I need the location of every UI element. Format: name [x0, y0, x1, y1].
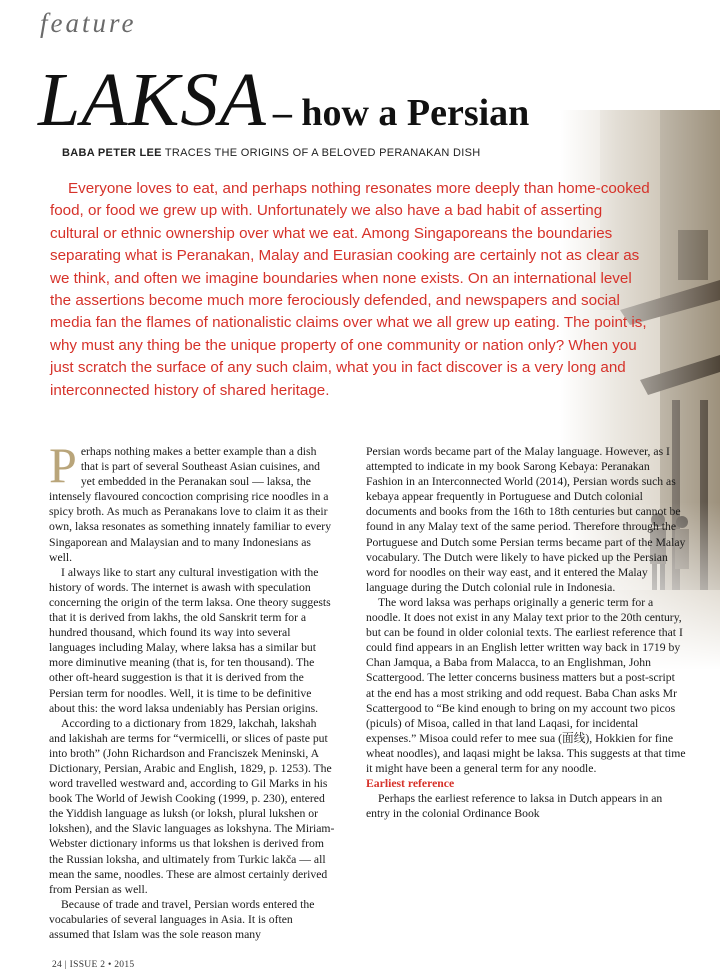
intro-paragraph: Everyone loves to eat, and perhaps nothing resonates more deeply than home-cooked food, or food we grew up with. Unfortunately we also have a bad habit of asserting cultural or ethnic ownership over what we eat. Among Singaporeans the boundaries separating what is Peranakan, Malay and Eurasian cooking are certainly not as clear as we think, and often we imagine boundaries when none exists. On an international level the assertions become much more ferociously defended, and newspapers and social media fan the flames of nationalistic claims over what we all grew up eating. The point is, why must any thing be the unique property of one community or nation only? When you just scratch the surface of any such claim, what you in fact discover is a very long and interconnected history of shared heritage.	[50, 180, 650, 399]
section-label: feature	[40, 8, 137, 38]
body-paragraph: The word laksa was perhaps originally a generic term for a noodle. It does not exist in any Malay text prior to the 20th century, but can be found in older colonial texts. The earliest reference that I could find appears in an English letter written way back in 1719 by Chan Jamqua, a Baba from Malacca, to an Englishman, John Scattergood. The letter concerns business matters but a post-script at the end has a most striking and odd request. Baba Chan asks Mr Scattergood to “Be kind enough to bring on my account two picos (piculs) of Misoa, called in that land Laqasi, for incidental expenses.” Misoa could refer to mee sua (面线), Hokkien for fine wheat noodles), and laqasi might be laksa. This suggests at that time it might have been a general term for any noodle.	[366, 595, 686, 775]
title-main: LAKSA	[38, 58, 267, 142]
body-column-left	[49, 437, 335, 942]
body-column-right	[366, 444, 686, 821]
body-paragraph	[49, 437, 335, 565]
byline-author: BABA PETER LEE	[62, 147, 162, 159]
article-title	[38, 58, 530, 142]
byline-text: TRACES THE ORIGINS OF A BELOVED PERANAKAN DISH	[161, 147, 481, 159]
intro-standfirst	[50, 178, 650, 402]
title-sub: – how a Persian	[272, 92, 530, 134]
byline	[62, 147, 480, 159]
drop-cap: P	[49, 437, 77, 493]
body-paragraph: Perhaps the earliest reference to laksa in Dutch appears in an entry in the colonial Ordinance Book	[366, 792, 663, 821]
body-paragraph: I always like to start any cultural investigation with the history of words. The internet is awash with speculation concerning the origin of the term laksa. One theory suggests that it is derived from lakhs, the old Sanskrit term for a hundred thousand, which found its way into several languages including Malay, where laksa has a similar but more diminutive meaning (that is, for ten thousand). The other oft-heard suggestion is that it is derived from the Persian term for noodles. Well, it is time to be definitive about this: the word laksa undeniably has Persian origins.	[49, 565, 331, 715]
body-paragraph: Persian words became part of the Malay language. However, as I attempted to indicate in my book Sarong Kebaya: Peranakan Fashion in an Interconnected World (2014), Persian words such as kebaya appear frequently in Portuguese and Dutch colonial documents and books from the 16th to 18th centuries but cannot be found in any Malay text of the same period. Therefore through the Portuguese and Dutch some Persian terms became part of the Malay vocabulary. The Dutch were likely to have picked up the Persian word for noodles on their way east, and it entered the Malay language during the Dutch colonial rule in Indonesia.	[366, 445, 686, 594]
subheading: Earliest reference	[366, 777, 455, 791]
body-paragraph-text: erhaps nothing makes a better example than a dish that is part of several Southeast Asian cuisines, and yet embedded in the Peranakan soul — laksa, the intensely flavoured concoction comprising rice noodles in a spicy broth. As much as Peranakans love to claim it as their own, laksa resonates as something innately familiar to every Singaporean and Malaysian and to many Indonesians as well.	[49, 445, 332, 564]
body-paragraph: According to a dictionary from 1829, lakchah, lakshah and lakishah are terms for “vermicelli, or slices of paste put into broth” (John Richardson and Franciszek Meninski, A Dictionary, Persian, Arabic and English, 1829, p. 1253). The word travelled westward and, according to Gil Marks in his book The World of Jewish Cooking (1999, p. 230), entered the Yiddish language as luksh (or loksh, plural lukshen or lokshen), and the Slavic languages as lokshyna. The Miriam-Webster dictionary informs us that lokshen is derived from the Russian loksha, and ultimately from Turkic lakča — all mean the same, noodles. These are almost certainly derived from Persian as well.	[49, 716, 335, 896]
body-paragraph: Because of trade and travel, Persian words entered the vocabularies of several languages in Asia. It is often assumed that Islam was the sole reason many	[49, 897, 315, 941]
page-footer: 24 | ISSUE 2 • 2015	[52, 960, 135, 970]
